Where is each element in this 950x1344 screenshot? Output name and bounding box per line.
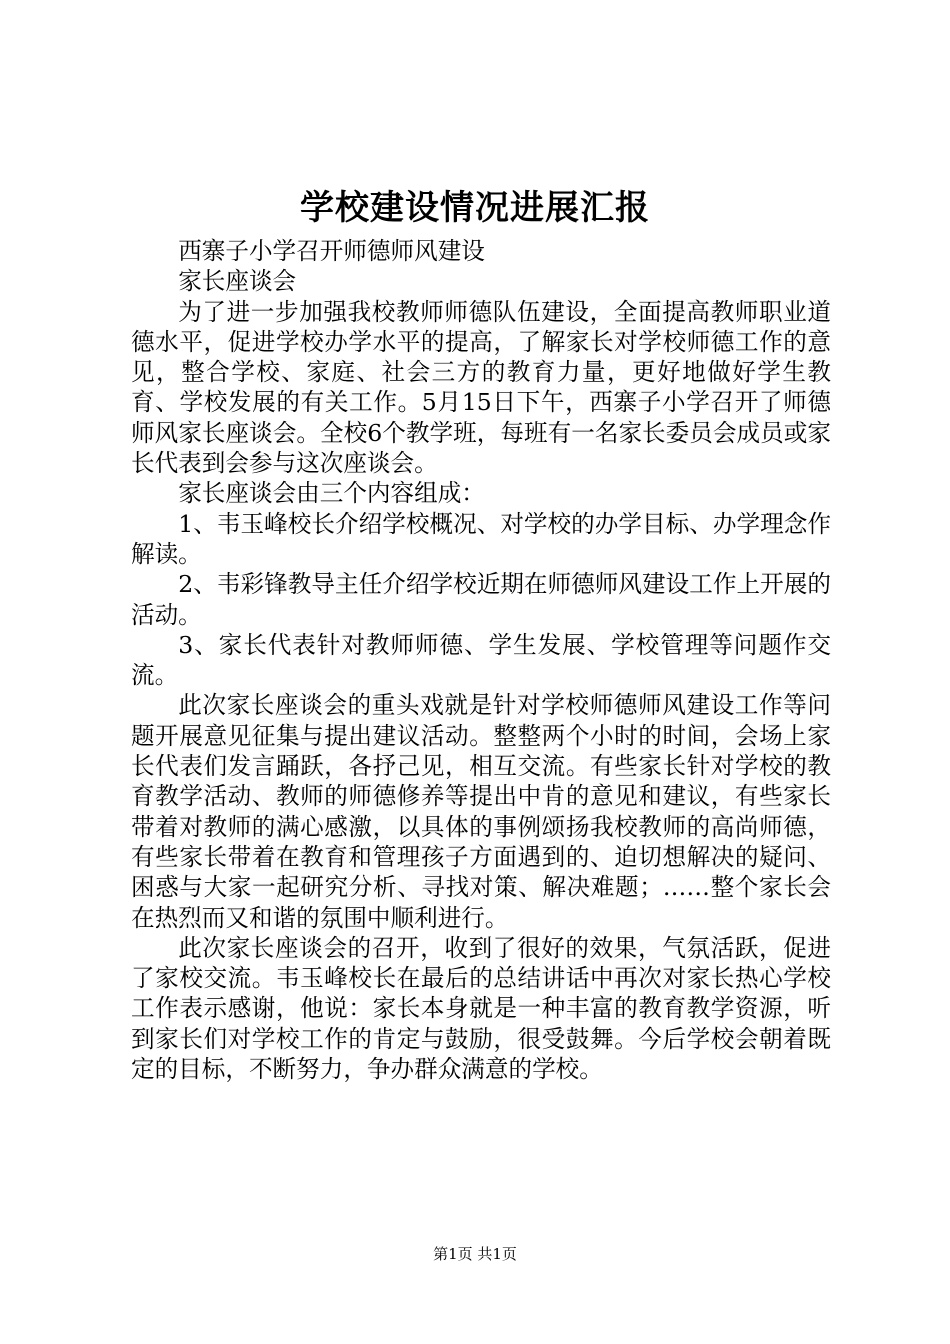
paragraph-agenda-item-2: 2、韦彩锋教导主任介绍学校近期在师德师风建设工作上开展的活动。 xyxy=(131,570,831,629)
paragraph-agenda-heading: 家长座谈会由三个内容组成： xyxy=(178,479,485,508)
paragraph-agenda-item-1: 1、韦玉峰校长介绍学校概况、对学校的办学目标、办学理念作解读。 xyxy=(131,509,831,568)
subtitle-line-2: 家长座谈会 xyxy=(178,267,297,296)
document-title: 学校建设情况进展汇报 xyxy=(300,188,650,228)
document-body xyxy=(131,236,831,1084)
subtitle-line-1: 西寨子小学召开师德师风建设 xyxy=(178,237,485,265)
paragraph-agenda-item-3: 3、家长代表针对教师师德、学生发展、学校管理等问题作交流。 xyxy=(131,630,831,690)
paragraph-conclusion: 此次家长座谈会的召开，收到了很好的效果，气氛活跃，促进了家校交流。韦玉峰校长在最后的总结讲话中再次对家长热心学校工作表示感谢，他说：家长本身就是一种丰富的教育教学资源，听到家长们对学校工作的肯定与鼓励，很受鼓舞。今后学校会朝着既定的目标，不断努力，争办群众满意的学校。 xyxy=(131,933,831,1084)
page-footer: 第1页 共1页 xyxy=(433,1245,517,1263)
paragraph-discussion: 此次家长座谈会的重头戏就是针对学校师德师风建设工作等问题开展意见征集与提出建议活动。整整两个小时的时间，会场上家长代表们发言踊跃，各抒己见，相互交流。有些家长针对学校的教育教学活动、教师的师德修养等提出中肯的意见和建议，有些家长带着对教师的满心感激，以具体的事例颂扬我校教师的高尚师德，有些家长带着在教育和管理孩子方面遇到的、迫切想解决的疑问、困惑与大家一起研究分析、寻找对策、解决难题；……整个家长会在热烈而又和谐的氛围中顺利进行。 xyxy=(131,691,831,932)
paragraph-intro: 为了进一步加强我校教师师德队伍建设，全面提高教师职业道德水平，促进学校办学水平的提高，了解家长对学校师德工作的意见，整合学校、家庭、社会三方的教育力量，更好地做好学生教育、学校发展的有关工作。5月15日下午，西寨子小学召开了师德师风家长座谈会。全校6个教学班，每班有一名家长委员会成员或家长代表到会参与这次座谈会。 xyxy=(131,297,831,478)
